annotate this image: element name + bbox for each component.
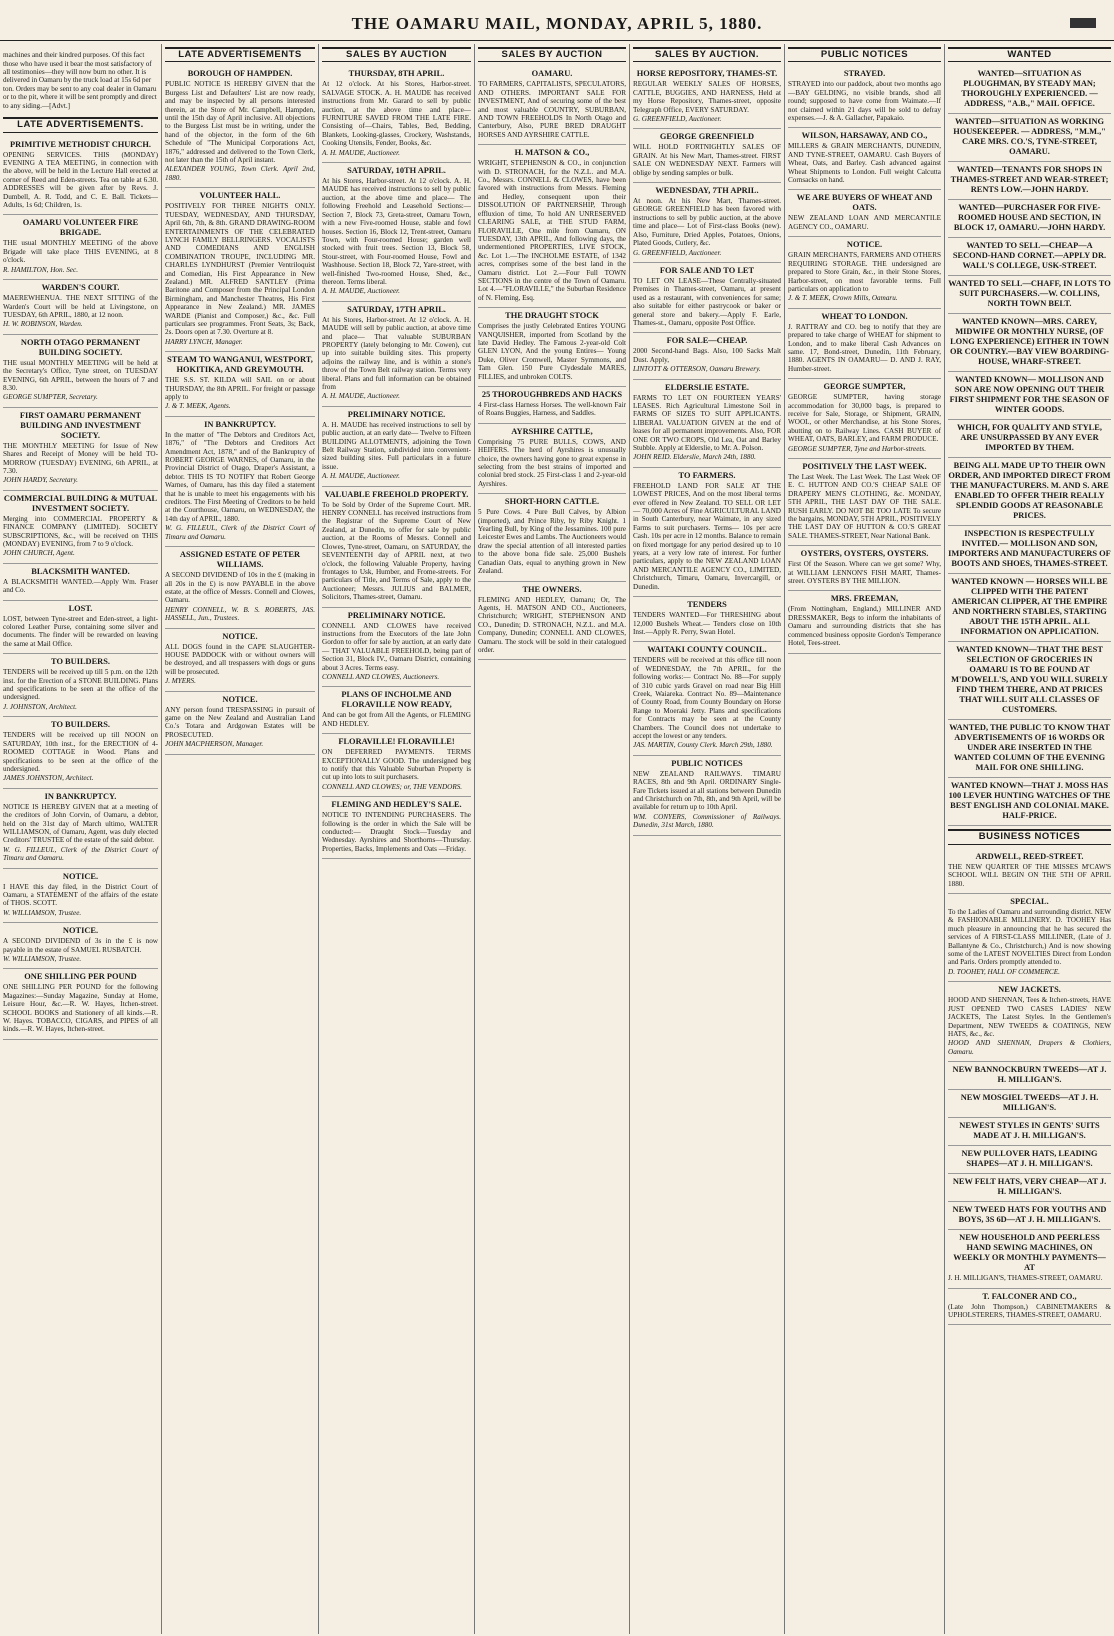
ad-body: ANY person found TRESPASSING in pursuit of game on the New Zealand and Australian Land Co.'s Totara and Ardgowan Estates will be PROSECUTED. xyxy=(165,705,315,739)
ad-title: OAMARU. xyxy=(531,69,573,79)
ad-title: THURSDAY, 8TH APRIL. xyxy=(348,69,445,79)
ad-title: WANTED TO SELL—CHAFF, IN LOTS TO SUIT PURCHASERS.—W. COLLINS, NORTH TOWN BELT. xyxy=(948,279,1111,309)
advertisement xyxy=(948,1174,1111,1202)
ad-title: NORTH OTAGO PERMANENT BUILDING SOCIETY. xyxy=(20,337,141,357)
advertisement xyxy=(322,302,471,407)
ad-body: PUBLIC NOTICE IS HEREBY GIVEN that the Burgess List and Defaulters' List are now ready, and may be inspected by all persons interested therein, at the Store of Mr. Campbell, Hampden, until the 15th day of April inclusive. All objections to the Burgess List must be in writing, under the hand of the objector, in the form of the 6th Schedule of "The Municipal Corporations Act, 1876," addressed and delivered to the Town Clerk, not later than the 15th of April instant. xyxy=(165,80,315,165)
ad-title: NEW MOSGIEL TWEEDS—AT J. H. MILLIGAN'S. xyxy=(960,1093,1099,1113)
advertisement xyxy=(788,459,941,546)
column-1 xyxy=(0,44,162,1634)
advertisement xyxy=(3,408,158,491)
advertisement xyxy=(633,66,781,129)
advertisement xyxy=(322,407,471,487)
ad-title: THE OWNERS. xyxy=(522,584,582,594)
advertisement xyxy=(633,183,781,263)
advertisement xyxy=(948,1118,1111,1146)
ad-body: In the matter of "The Debtors and Creditors Act, 1876," of "The Debtors and Creditors Act Amendment Act, 1878," and of the Bankruptcy of ROBERT GEORGE WARNES, of Oamaru, in the Provincial District of Otago, Draper's Assistant, a debtor. THIS IS TO NOTIFY that Robert George Warnes, of Oamaru, has this day filed a statement that he is unable to meet his engagements with his creditors. The First Meeting of Creditors to be held at the Courthouse, Oamaru, on WEDNESDAY, the 14th day of APRIL, 1880. xyxy=(165,430,315,523)
ad-title: COMMERCIAL BUILDING & MUTUAL INVESTMENT SOCIETY. xyxy=(3,493,158,513)
section-heading: SALES BY AUCTION xyxy=(322,47,471,62)
advertisement xyxy=(3,564,158,601)
ad-body: Comprising 75 PURE BULLS, COWS, AND HEIFERS. The herd of Ayrshires is unusually choice, the owners having gone to great expense in selecting from the best strains of imported and colonial bred stock. 25 First-class 1 and 2-year-old Ayrshires. xyxy=(478,437,626,488)
ad-body: POSITIVELY FOR THREE NIGHTS ONLY. TUESDAY, WEDNESDAY, AND THURSDAY, April 6th, 7th, & 8th. GRAND DRAWING-ROOM ENTERTAINMENTS OF THE CELEBRATED LYNCH FAMILY BELLRINGERS. VOCALISTS AND COMEDIANS AND ENGLISH COMBINATION TROUPE, INCLUDING MR. CHARLES LYNDHURST (Premier Ventriloquist and Comedian, His First Appearance in New Zealand.) MR. ALFRED SANTLEY (Prima Baritone and Composer from the Principal London Birmingham, and Manchester Theatres, His First Appearance in New Zealand.) MR. JAMES WARDE (Pianist and Composer,) &c., &c. Full particulars see programmes. Front Seats, 3s; Back, 2s. Doors open at 7.30. Overture at 8. xyxy=(165,202,315,337)
ad-title: NOTICE. xyxy=(222,631,258,641)
ad-signature: JAS. MARTIN, County Clerk. March 29th, 1880. xyxy=(633,741,773,750)
ad-title: NOTICE. xyxy=(846,240,883,250)
advertisement xyxy=(633,263,781,333)
ad-title: TO FARMERS. xyxy=(678,470,736,480)
ad-title: MRS. FREEMAN, xyxy=(830,594,899,604)
ad-title: HORSE REPOSITORY, THAMES-ST. xyxy=(636,69,778,79)
ad-title: PRELIMINARY NOTICE. xyxy=(347,610,446,620)
ad-body: TO LET ON LEASE—These Centrally-situated Premises in Thames-street, Oamaru, at present used as a restaurant, with conveniences for same; also suitable for either pastrycook or baker or general store and bakery.—Apply F. Earle, Thames-st., Oamaru, opposite Post Office. xyxy=(633,276,781,327)
ad-signature: J. MYERS. xyxy=(165,677,196,686)
ad-title: VALUABLE FREEHOLD PROPERTY. xyxy=(324,489,469,499)
ad-signature: W. G. FILLEUL, Clerk of the District Court of Timaru and Oamaru. xyxy=(3,845,158,863)
ad-title: WANTED—PURCHASER FOR FIVE-ROOMED HOUSE AND SECTION, IN BLOCK 17, OAMARU.—JOHN HARDY. xyxy=(953,203,1106,233)
advertisement xyxy=(478,145,626,308)
ad-signature: JOHN HARDY, Secretary. xyxy=(3,476,78,485)
advertisement xyxy=(478,424,626,494)
ad-title: WANTED KNOWN — HORSES WILL BE CLIPPED WITH THE PATENT AMERICAN CLIPPER, AT THE EMPIRE AND NORTHERN STABLES, STARTING ABOUT THE 15TH APRIL. ALL INFORMATION ON APPLICATION. xyxy=(951,577,1108,637)
advertisement xyxy=(633,380,781,468)
ad-title: OYSTERS, OYSTERS, OYSTERS. xyxy=(800,549,929,559)
advertisement xyxy=(948,982,1111,1062)
ad-body: A SECOND DIVIDEND of 10s in the £ (making in all 20s in the £) is now PAYABLE in the above estate, at the office of Messrs. Connell and Clowes, Oamaru. xyxy=(165,571,315,605)
ad-title: NEW BANNOCKBURN TWEEDS—AT J. H. MILLIGAN'S. xyxy=(952,1065,1107,1085)
masthead-title: THE OAMARU MAIL, MONDAY, APRIL 5, 1880. xyxy=(351,14,763,33)
ad-body: MAEREWHENUA. THE NEXT SITTING of the Warden's Court will be held at Livingstone, on TUESDAY, 6th APRIL, 1880, at 12 noon. xyxy=(3,294,158,319)
ad-signature: A. H. MAUDE, Auctioneer. xyxy=(322,287,400,296)
ad-body: REGULAR WEEKLY SALES OF HORSES, CATTLE, BUGGIES, AND HARNESS, Held at my Horse Repository, Thames-street, opposite Telegraph Office, EVERY SATURDAY. xyxy=(633,80,781,114)
column-3 xyxy=(319,44,475,1634)
ad-body: Merging into COMMERCIAL PROPERTY & FINANCE COMPANY (LIMITED). SOCIETY SUBSCRIPTIONS, &c., will be received on THIS (MONDAY) EVENING, from 7 to 9 o'clock. xyxy=(3,514,158,548)
ad-title: NEW TWEED HATS FOR YOUTHS AND BOYS, 3S 6D—AT J. H. MILLIGAN'S. xyxy=(952,1205,1107,1225)
ad-signature: J. & T. MEEK, Crown Mills, Oamaru. xyxy=(788,294,898,303)
ad-title: NOTICE. xyxy=(62,871,99,881)
advertisement xyxy=(948,1289,1111,1326)
ad-body: MILLERS & GRAIN MERCHANTS, DUNEDIN, AND TYNE-STREET, OAMARU. Cash Buyers of Wheat, Oats, and Barley. Cash advanced against Wheat Shipments to London. Full weight Calcutta Cornsacks on hand. xyxy=(788,142,941,185)
ad-title: SATURDAY, 10TH APRIL. xyxy=(347,166,446,176)
ad-body: STRAYED into our paddock, about two months ago—BAY GELDING, no visible brands, shod all round; supposed to have come from Waimate.—If not claimed within 21 days will be sold to defray expenses.—J. & A. Gallacher, Papakaio. xyxy=(788,80,941,123)
ad-title: THE DRAUGHT STOCK xyxy=(505,311,599,321)
ad-title: ONE SHILLING PER POUND xyxy=(24,972,137,982)
ad-title: NOTICE. xyxy=(222,694,258,704)
section-heading: SALES BY AUCTION. xyxy=(633,47,781,62)
ad-signature: W. WILLIAMSON, Trustee. xyxy=(3,908,82,917)
advertisement xyxy=(322,687,471,734)
ad-body: TENDERS WANTED—For THRESHING about 12,000 Bushels Wheat.— Tenders close on 10th Inst.—Apply R. Perry, Swan Hotel. xyxy=(633,611,781,636)
ad-title: WILSON, HARSAWAY, AND CO., xyxy=(801,131,928,141)
section-heading: WANTED xyxy=(948,47,1111,62)
ad-body: WILL HOLD FORTNIGHTLY SALES OF GRAIN. At his New Mart, Thames-street. FIRST SALE ON WEDNESDAY NEXT. Farmers will oblige by sending samples or bulk. xyxy=(633,143,781,177)
ad-signature: W. WILLIAMSON, Trustee. xyxy=(3,955,82,963)
advertisement xyxy=(633,468,781,597)
ad-title: 25 THOROUGHBREDS AND HACKS xyxy=(481,390,623,399)
ad-body: THE usual MONTHLY MEETING will be held at the Secretary's Office, Tyne street, on TUESDAY EVENING, 6th APRIL, between the hours of 7 and 8.30. xyxy=(3,358,158,392)
ad-signature: R. HAMILTON, Hon. Sec. xyxy=(3,265,78,274)
folio-mark xyxy=(1070,18,1096,28)
ad-title: WANTED—TENANTS FOR SHOPS IN THAMES-STREET AND WEAR-STREET; RENTS LOW.—JOHN HARDY. xyxy=(950,165,1109,195)
column-5 xyxy=(630,44,785,1634)
advertisement xyxy=(948,114,1111,162)
ad-body: At 12 o'clock. At his Stores, Harbor-street. SALVAGE STOCK. A. H. MAUDE has received instructions from Mr. Garard to sell by public auction, at the above time and place— FURNITURE SAVED FROM THE LATE FIRE. Consisting of—Chairs, Tables, Bed, Bedding, Blankets, Looking-glasses, Crockery, Washstands, Cooking Utensils, Fender, Books, &c. xyxy=(322,80,471,148)
ad-body: 5 Pure Cows. 4 Pure Bull Calves, by Albion (imported), and Prince Riby, by Riby Knight. 1 Yearling Bull, by King of the Jessamines. 100 pure Leicester Ewes and Lambs. The Auctioneers would draw the special attention of all interested parties to the above bona fide sale. 25,000 Bushels Canadian Oats, equal to anything grown in New Zealand. xyxy=(478,508,626,576)
advertisement xyxy=(788,591,941,653)
ad-title: NEW HOUSEHOLD AND PEERLESS HAND SEWING MACHINES, ON WEEKLY OR MONTHLY PAYMENTS—AT xyxy=(953,1233,1106,1273)
ad-signature: A. H. MAUDE, Auctioneer. xyxy=(322,472,400,481)
ad-title: WANTED KNOWN—THAT THE BEST SELECTION OF GROCERIES IN OAMARU IS TO BE FOUND AT M'DOWELL'S, AND YOU WILL SURELY FIND THEM THERE, AND AT PRICES THAT WILL SUIT ALL CLASSES OF CUSTOMERS. xyxy=(951,645,1108,715)
ad-title: BLACKSMITH WANTED. xyxy=(31,566,130,576)
advertisement xyxy=(165,66,315,188)
advertisement xyxy=(948,894,1111,982)
ad-body: THE MONTHLY MEETING for Issue of New Shares and Receipt of Money will be held TO-MORROW (TUESDAY) EVENING, 6th APRIL, at 7.30. xyxy=(3,441,158,475)
advertisement xyxy=(3,335,158,408)
advertisement xyxy=(322,66,471,163)
advertisement xyxy=(3,869,158,924)
ad-body: J. H. MILLIGAN'S, THAMES-STREET, OAMARU. xyxy=(948,1274,1103,1283)
section-heading: SALES BY AUCTION xyxy=(478,47,626,62)
advertisement xyxy=(165,547,315,628)
ad-signature: A. H. MAUDE, Auctioneer. xyxy=(322,392,400,401)
ad-title: NEW PULLOVER HATS, LEADING SHAPES—AT J. H. MILLIGAN'S. xyxy=(961,1149,1098,1169)
ad-title: WANTED—SITUATION AS PLOUGHMAN, BY STEADY MAN; THOROUGHLY EXPERIENCED. — ADDRESS, "A.B.," MAIL OFFICE. xyxy=(961,69,1098,109)
advertisement xyxy=(948,720,1111,778)
advertisement xyxy=(788,66,941,128)
advertisement xyxy=(948,1146,1111,1174)
advertisement xyxy=(788,309,941,379)
ad-title: FOR SALE AND TO LET xyxy=(659,265,755,275)
ad-title: FOR SALE—CHEAP. xyxy=(666,336,748,346)
ad-signature: J. & T. MEEK, Agents. xyxy=(165,402,231,411)
ad-body: To the Ladies of Oamaru and surrounding district. NEW & FASHIONABLE MILLINERY. D. TOOHEY Has much pleasure in announcing that he has secured the services of A FIRST-CLASS MILLINER, (Late of J. Ballantyne & Co., Christchurch,) And is now showing some of the LATEST NOVELTIES Direct from London and Paris. Orders promptly attended to. xyxy=(948,908,1111,967)
ad-body: Comprises the justly Celebrated Entires YOUNG VANQUISHER, imported from Scotland by the late David Hedley. The Famous 2-year-old Colt GLEN LYON, And the young Entires— Young Duke, Oliver Cromwell, Master Symmons, and Tam Glen. 150 Pure Clydesdale MARES, FILLIES, and unbroken COLTS. xyxy=(478,322,626,381)
columns xyxy=(0,44,1114,1634)
ad-title: NEW FELT HATS, VERY CHEAP—AT J. H. MILLIGAN'S. xyxy=(952,1177,1107,1197)
column-6 xyxy=(785,44,945,1634)
ad-title: OAMARU VOLUNTEER FIRE BRIGADE. xyxy=(22,218,139,238)
advertisement xyxy=(478,387,626,424)
ad-body: (Late John Thompson,) CABINETMAKERS & UPHOLSTERERS, THAMES-STREET, OAMARU. xyxy=(948,1302,1111,1319)
ad-body: At his Stores, Harbor-street. At 12 o'clock. A. H. MAUDE will sell by public auction, at above time and place— That valuable SUBURBAN PROPERTY (lately belonging to Mr. Cowen), cut up into suitable building sites. This property adjoins the railway line, and is within a stone's throw of the Town Belt railway station. Terms very liberal. Plans and full information can be obtained from xyxy=(322,315,471,391)
advertisement xyxy=(3,137,158,216)
advertisement xyxy=(948,238,1111,276)
ad-signature: HARRY LYNCH, Manager. xyxy=(165,337,243,346)
ad-title: TO BUILDERS. xyxy=(51,720,110,730)
advertisement xyxy=(788,379,941,459)
advertisement xyxy=(3,280,158,335)
ad-body: J. RATTRAY and CO. beg to notify that they are prepared to take charge of WHEAT for shipment to London, and to make liberal Cash Advances on same. 17, Bond-street, Dunedin, 11th February, 1880. AGENTS IN OAMARU— D. AND J. RAY, Humber-street. xyxy=(788,322,941,373)
ad-title: GEORGE SUMPTER, xyxy=(823,382,906,392)
advertisement xyxy=(165,352,315,417)
ad-body: THE usual MONTHLY MEETING of the above Brigade will take place THIS EVENING, at 8 o'clock. xyxy=(3,239,158,265)
ad-body: NEW ZEALAND LOAN AND MERCANTILE AGENCY CO., OAMARU. xyxy=(788,214,941,231)
ad-signature: ALEXANDER YOUNG, Town Clerk. April 2nd, 1880. xyxy=(165,165,315,182)
ad-title: H. MATSON & CO., xyxy=(514,148,590,158)
ad-title: WEDNESDAY, 7TH APRIL. xyxy=(655,186,759,196)
ad-body: A SECOND DIVIDEND of 3s in the £ is now payable in the estate of SAMUEL RUSBATCH. xyxy=(3,937,158,954)
ad-signature: H. W. ROBINSON, Warden. xyxy=(3,320,83,329)
ad-body: The Last Week. The Last Week. The Last Week OF E. C. HUTTON AND CO.'S CHEAP SALE OF DRAPERY MEN'S CLOTHING, &c. MONDAY, 5TH APRIL, THE LAST DAY OF THE SALE. RUSH EARLY. DO NOT BE TOO LATE To secure the bargains, MONDAY, 5TH APRIL, POSITIVELY THE LAST DAY OF HUTTON & CO.'S GREAT SALE. THAMES-STREET, Near National Bank. xyxy=(788,473,941,540)
advertisement xyxy=(478,582,626,661)
ad-body: At his Stores, Harbor-street. At 12 o'clock. A. H. MAUDE has received instructions to sell by public auction, at the above time and place— The following Freehold and Leasehold Sections:— Section 7, Block 73, Greta-street, Oamaru Town, with a new Five-roomed House, stable and fowl houses. Section 16, Block 12, Trent-street, Oamaru Town, with Four-roomed House; garden well stocked with fruit trees. Section 13, Block 58, Stour-street, with Four-roomed House, Fowl and Washhouse. Section 18, Block 72, Yare-street, with well-finished Two-roomed House, Shed, &c., thereon. Terms liberal. xyxy=(322,177,471,286)
ad-title: PLANS OF INCHOLME AND FLORAVILLE NOW READY, xyxy=(341,690,452,710)
ad-title: WAITAKI COUNTY COUNCIL. xyxy=(647,645,767,655)
ad-body: NEW ZEALAND RAILWAYS. TIMARU RACES, 8th and 9th April. ORDINARY Single-Fare Tickets issued at all stations between Dunedin and Christchurch on 7th, 8th, and 9th April, will be available for return up to 10th April. xyxy=(633,769,781,812)
column-2 xyxy=(162,44,319,1634)
advertisement xyxy=(633,597,781,642)
ad-title: FLEMING AND HEDLEY'S SALE. xyxy=(331,800,462,810)
ad-title: IN BANKRUPTCY. xyxy=(204,419,276,429)
column-4 xyxy=(475,44,630,1634)
ad-signature: HOOD AND SHENNAN, Drapers & Clothiers, Oamaru. xyxy=(948,1039,1111,1056)
ad-title: T. FALCONER AND CO., xyxy=(982,1291,1077,1301)
ad-title: BOROUGH OF HAMPDEN. xyxy=(187,69,293,79)
ad-signature: D. TOOHEY, HALL OF COMMERCE. xyxy=(948,967,1060,976)
advertisement xyxy=(3,215,158,280)
ad-title: LOST. xyxy=(68,603,93,613)
ad-body: WRIGHT, STEPHENSON & CO., in conjunction with D. STRONACH, for the N.Z.L. and M.A. Co., Messrs. CONNELL & CLOWES, have been favored with instructions from Messrs. Fleming and Hedley, consequent upon their DISSOLUTION OF PARTNERSHIP, Through effluxion of time, To hold AN UNRESERVED CLEARING SALE, at THE STUD FARM, FLORAVILLE, One mile from Oamaru, ON TUESDAY, 13th APRIL, And following days, the undermentioned PROPERTIES, LIVE STOCK, &c. Lot 1.—The INCHOLME ESTATE, of 1342 acres, comprises some of the best land in the Oamaru district. Lot 2.—Four Full TOWN SECTIONS in the centre of the Town of Oamaru. Lot 4.—"FLORAVILLE," the Suburban Residence of N. Fleming, Esq. xyxy=(478,159,626,302)
advertisement xyxy=(948,1090,1111,1118)
ad-body: I HAVE this day filed, in the District Court of Oamaru, a STATEMENT of the affairs of the estate of THOS. SCOTT. xyxy=(3,882,158,908)
ad-title: FIRST OAMARU PERMANENT BUILDING AND INVESTMENT SOCIETY. xyxy=(19,410,142,440)
advertisement xyxy=(948,574,1111,642)
ad-signature: G. GREENFIELD, Auctioneer. xyxy=(633,115,722,124)
advertisement xyxy=(788,237,941,308)
section-heading: LATE ADVERTISEMENTS xyxy=(165,47,315,62)
advertisement xyxy=(948,526,1111,574)
advertisement xyxy=(788,546,941,591)
advertisement xyxy=(478,494,626,581)
ad-title: SATURDAY, 17TH APRIL. xyxy=(347,304,446,314)
advertisement xyxy=(478,308,626,387)
ad-body: TENDERS will be received up till NOON on SATURDAY, 10th inst., for the ERECTION of 4-ROOMED COTTAGE in Wood. Plans and specifications to be seen at the office of the undersigned. xyxy=(3,731,158,773)
advertisement xyxy=(948,66,1111,114)
ad-title: ELDERSLIE ESTATE. xyxy=(665,382,749,392)
ad-title: SHORT-HORN CATTLE. xyxy=(504,497,600,507)
advertisement xyxy=(3,601,158,655)
ad-signature: GEORGE SUMPTER, Tyne and Harbor-streets. xyxy=(788,444,926,453)
advertisement xyxy=(633,129,781,183)
ad-body: HOOD AND SHENNAN, Tees & Itchen-streets, HAVE JUST OPENED TWO CASES LADIES' NEW JACKETS, The Latest Styles. In the Gentlemen's Department, NEW TWEEDS & COATINGS, NEW HATS, &c., &c. xyxy=(948,996,1111,1038)
advertisement xyxy=(788,190,941,237)
ad-body: To be Sold by Order of the Supreme Court. MR. HENRY CONNELL has received instructions from the Registrar of the Supreme Court of New Zealand, at Dunedin, to offer for sale by public auction, at the Rooms of Messrs. Connell and Clowes, Tyne-street, Oamaru, on SATURDAY, the SEVENTEENTH day of APRIL next, at two o'clock, the following Valuable Property, having frontages to Usk, Humber, and Frome-streets. For particulars of Title, and Terms of Sale, apply to the Auctioneer; Messrs. JULIUS and BALMER, Solicitors, Thames-street, Oamaru. xyxy=(322,500,471,602)
ad-title: ASSIGNED ESTATE OF PETER WILLIAMS. xyxy=(179,550,301,570)
ad-title: INSPECTION IS RESPECTFULLY INVITED.— MOLLISON AND SON, IMPORTERS AND MANUFACTURERS OF BOOTS AND SHOES, THAMES-STREET. xyxy=(948,529,1111,569)
advertisement xyxy=(948,276,1111,314)
ad-signature: CONNELL AND CLOWES, Auctioneers. xyxy=(322,672,440,681)
ad-title: WANTED—SITUATION AS WORKING HOUSEKEEPER. — ADDRESS, "M.M.," CARE MRS. CO.'S, TYNE-STREET, OAMARU. xyxy=(953,117,1106,157)
ad-body: GEORGE SUMPTER, having storage accommodation for 30,000 bags, is prepared to receive for Sale, Storage, or Shipment, GRAIN, WOOL, or other Merchandise, at his Stone Stores, abutting on to Railway Lines. CASH BUYER of WHEAT, OATS, BARLEY, and FARM PRODUCE. xyxy=(788,393,941,444)
ad-title: TO BUILDERS. xyxy=(51,657,110,667)
advertisement xyxy=(3,969,158,1039)
section-heading: PUBLIC NOTICES xyxy=(788,47,941,62)
ad-title: NOTICE. xyxy=(62,926,99,936)
ad-body: (From Nottingham, England,) MILLINER AND DRESSMAKER, Begs to inform the inhabitants of Oamaru and surrounding districts that she has commenced business opposite Gordon's Temperance Hotel, Tees-street. xyxy=(788,605,941,648)
advertisement xyxy=(3,491,158,564)
advertisement xyxy=(3,654,158,717)
ad-signature: HENRY CONNELL, W. B. S. ROBERTS, JAS. HASSELL, Jun., Trustees. xyxy=(165,605,315,623)
advertisement xyxy=(948,1062,1111,1090)
ad-body: NOTICE IS HEREBY GIVEN that at a meeting of the creditors of John Corvin, of Oamaru, a debtor, held on the 31st day of March ultimo, WALTER WILLIAMSON, of Oamaru, Agent, was duly elected Creditors' TRUSTEE of the estate of the said debtor. xyxy=(3,802,158,845)
ad-signature: J. JOHNSTON, Architect. xyxy=(3,702,77,711)
advertisement xyxy=(948,1202,1111,1230)
ad-body: TO FARMERS, CAPITALISTS, SPECULATORS, AND OTHERS. IMPORTANT SALE FOR INVESTMENT, And of securing some of the best and most valuable COUNTRY, SUBURBAN, AND TOWN FREEHOLDS In North Otago and Canterbury, Also, PURE BRED DRAUGHT HORSES AND AYRSHIRE CATTLE. xyxy=(478,80,626,139)
ad-title: GEORGE GREENFIELD xyxy=(659,132,755,142)
ad-title: WANTED, THE PUBLIC TO KNOW THAT ADVERTISEMENTS OF 16 WORDS OR UNDER ARE INSERTED IN THE WANTED COLUMN OF THE EVENING MAIL FOR ONE SHILLING. xyxy=(949,723,1110,773)
ad-body: THE NEW QUARTER OF THE MISSES M'CAW'S SCHOOL WILL BEGIN ON THE 5TH OF APRIL 1880. xyxy=(948,862,1111,888)
ad-signature: JOHN CHURCH, Agent. xyxy=(3,549,75,558)
advertisement xyxy=(165,417,315,547)
advertisement xyxy=(633,333,781,379)
ad-signature: CONNELL AND CLOWES; or, THE VENDORS. xyxy=(322,782,463,791)
ad-title: WANTED KNOWN— MOLLISON AND SON ARE NOW OPENING OUT THEIR FIRST SHIPMENT FOR THE SEASON OF WINTER GOODS. xyxy=(949,375,1110,415)
ad-title: WHEAT TO LONDON. xyxy=(821,311,908,321)
ad-body: A BLACKSMITH WANTED.—Apply Wm. Fraser and Co. xyxy=(3,577,158,595)
ad-body: TENDERS will be received at this office till noon of WEDNESDAY, the 7th APRIL, for the following works:— Contract No. 88—For supply of 310 cubic yards Gravel on road near Big Hill Creek, Waiareka. Contract No. 89—Maintenance of County Road, from County Boundary on Horse Range to Moeraki Jetty. Plans and specifications for Contracts may be seen at the County Chambers. The Council does not undertake to accept the lowest or any tenders. xyxy=(633,656,781,740)
ad-signature: JOHN MACPHERSON, Manager. xyxy=(165,740,264,749)
ad-title: PRELIMINARY NOTICE. xyxy=(347,409,446,419)
ad-title: WANTED KNOWN—THAT J. MOSS HAS 100 LEVER HUNTING WATCHES OF THE BEST ENGLISH AND COLONIAL MAKE. HALF-PRICE. xyxy=(948,781,1111,821)
advertisement xyxy=(165,188,315,352)
ad-title: BEING ALL MADE UP TO THEIR OWN ORDER, AND IMPORTED DIRECT FROM THE MANUFACTURERS. M. AND S. ARE ENABLED TO OFFER THEIR REALLY SPLENDID GOODS AT REASONABLE PRICES. xyxy=(948,461,1111,521)
ad-body: 4 First-class Harness Horses. The well-known Fair of Roans Buggies, Harness, and Saddles. xyxy=(478,401,626,418)
ad-body: At noon. At his New Mart, Thames-street. GEORGE GREENFIELD has been favored with instructions to sell by public auction, at the above time and place— Lot of First-class Books (new). Also, Furniture, Dried Apples, Potatoes, Onions, Plated Goods, Cutlery, &c. xyxy=(633,197,781,248)
section-heading: LATE ADVERTISEMENTS. xyxy=(3,117,158,132)
ad-signature: WM. CONYERS, Commissioner of Railways. Dunedin, 31st March, 1880. xyxy=(633,812,781,830)
ad-title: SPECIAL. xyxy=(1010,897,1049,907)
advertisement xyxy=(948,642,1111,720)
ad-title: WANTED KNOWN—MRS. CAREY, MIDWIFE OR MONTHLY NURSE, (OF LONG EXPERIENCE) EITHER IN TOWN OR COUNTRY.—BAY VIEW BOARDING-HOUSE, WHARF-STREET. xyxy=(949,317,1109,367)
advertisement xyxy=(948,849,1111,894)
masthead xyxy=(0,0,1114,41)
ad-title: NEWEST STYLES IN GENTS' SUITS MADE AT J. H. MILLIGAN'S. xyxy=(959,1121,1100,1141)
ad-body: ON DEFERRED PAYMENTS. TERMS EXCEPTIONALLY GOOD. The undersigned beg to notify that this Valuable Suburban Property is cut up into lots to suit purchasers. xyxy=(322,748,471,782)
ad-body: OPENING SERVICES. THIS (MONDAY) EVENING A TEA MEETING, in connection with the above, will be held in the Lecture Hall erected at corner of Reed and Eden-streets. Tea on table at 6.30. ADDRESSES will be given after by Revs. J. Dumbell, A. R. Todd, and C. E. Ball. Tickets—Adults, 1s 6d; Children, 1s. xyxy=(3,150,158,210)
advertisement xyxy=(788,128,941,190)
ad-signature: LINTOTT & OTTERSON, Oamaru Brewery. xyxy=(633,365,761,374)
intro-text: machines and their kindred purposes. Of this fact those who have used it bear the most satisfactory of all testimonies—they will now burn no other. It is delivered in Oamaru by the truck load at 15s 6d per ton. Orders may be sent to any coal dealer in Oamaru or to the pit, where it will be sent promptly and direct to any siding.—[Advt.] xyxy=(3,51,157,110)
advertisement xyxy=(948,1230,1111,1288)
advertisement xyxy=(3,789,158,869)
ad-title: ARDWELL, REED-STREET. xyxy=(975,851,1084,861)
ad-title: STRAYED. xyxy=(843,69,886,79)
ad-title: WE ARE BUYERS OF WHEAT AND OATS. xyxy=(796,193,933,213)
ad-title: WARDEN'S COURT. xyxy=(41,283,120,293)
ad-title: PRIMITIVE METHODIST CHURCH. xyxy=(9,139,152,149)
ad-title: FLORAVILLE! FLORAVILLE! xyxy=(338,737,455,747)
ad-body: THE S.S. ST. KILDA will SAIL on or about THURSDAY, the 8th APRIL. For freight or passage apply to xyxy=(165,376,315,401)
ad-body: FREEHOLD LAND FOR SALE AT THE LOWEST PRICES, And on the most liberal terms ever offered in New Zealand. TO SELL OR LET— 70,000 Acres of Fine AGRICULTURAL LAND in South Canterbury, near Waimate, in any sized Farms to suit purchasers. Terms— 10s per acre Cash. 10s per acre in 12 months. Balance to remain on fixed mortgage for any period desired up to 10 years, at a very low rate of interest. For further particulars, apply to the NEW ZEALAND LOAN AND MERCANTILE AGENCY CO., LIMITED, Christchurch, Timaru, Oamaru, Invercargill, or Dunedin. xyxy=(633,481,781,591)
advertisement xyxy=(3,717,158,788)
section-heading-2: BUSINESS NOTICES xyxy=(948,829,1111,844)
ad-title: WANTED TO SELL—CHEAP—A SECOND-HAND CORNET.—APPLY DR. WALL'S COLLEGE, USK-STREET. xyxy=(952,241,1107,271)
ad-body: First Of the Season. Where can we get some? Why, at WILLIAM LENNON'S FISH MART, Thames-street. OYSTERS BY THE MILLION. xyxy=(788,560,941,586)
ad-title: STEAM TO WANGANUI, WESTPORT, HOKITIKA, AND GREYMOUTH. xyxy=(167,355,313,375)
ad-title: VOLUNTEER HALL. xyxy=(199,191,281,201)
advertisement xyxy=(948,162,1111,200)
advertisement xyxy=(948,372,1111,420)
advertisement xyxy=(165,692,315,755)
advertisement xyxy=(322,487,471,608)
advertisement xyxy=(322,734,471,797)
ad-title: NEW JACKETS. xyxy=(998,985,1061,995)
ad-title: TENDERS xyxy=(687,600,727,610)
ad-body: TENDERS will be received up till 5 p.m. on the 12th inst. for the Erection of a STONE BUILDING. Plans and specifications to be seen at the office of the undersigned. xyxy=(3,668,158,702)
advertisement xyxy=(165,629,315,692)
ad-body: GRAIN MERCHANTS, FARMERS AND OTHERS REQUIRING STORAGE. THE undersigned are prepared to Store Grain, &c., in their Stone Stores, Harbor-street, on most favorable terms. Full particulars on application to xyxy=(788,251,941,293)
advertisement xyxy=(948,314,1111,372)
advertisement xyxy=(478,66,626,145)
advertisement xyxy=(322,163,471,302)
ad-body: And can be got from All the Agents, or FLEMING AND HEDLEY. xyxy=(322,711,471,728)
ad-body: 2000 Second-hand Bags. Also, 100 Sacks Malt Dust. Apply, xyxy=(633,347,781,364)
ad-signature: G. GREENFIELD, Auctioneer. xyxy=(633,248,722,257)
ad-title: PUBLIC NOTICES xyxy=(671,758,743,768)
advertisement xyxy=(948,420,1111,458)
ad-body: NOTICE TO INTENDING PURCHASERS. The following is the order in which the Sale will be conducted:— Draught Stock—Tuesday and Wednesday. Ayrshires and Shorthorns—Thursday. Properties, Backs, Implements and Oats —Friday. xyxy=(322,811,471,853)
ad-signature: JOHN REID. Elderslie, March 24th, 1880. xyxy=(633,453,756,462)
ad-body: CONNELL AND CLOWES have received instructions from the Executors of the late John Gordon to offer for sale by auction, at an early date— THAT VALUABLE FREEHOLD, being part of Section 31, Block IV., Oamaru District, containing about 3 Acres. Terms easy. xyxy=(322,621,471,672)
ad-body: ALL DOGS found in the CAPE SLAUGHTER-HOUSE PADDOCK with or without owners will be destroyed, and all trespassers with dogs or guns will be prosecuted. xyxy=(165,642,315,676)
advertisement xyxy=(322,608,471,688)
ad-body: FLEMING AND HEDLEY, Oamaru; Or, The Agents, H. MATSON AND CO., Auctioneers, Christchurch; WRIGHT, STEPHENSON AND CO., Dunedin; D. STRONACH, N.Z.L. and M.A. Company, Dunedin; CONNELL AND CLOWES, Oamaru. The stock will be sold in their catalogued order. xyxy=(478,595,626,654)
advertisement xyxy=(948,200,1111,238)
ad-signature: A. H. MAUDE, Auctioneer. xyxy=(322,148,400,157)
ad-signature: JAMES JOHNSTON, Architect. xyxy=(3,774,94,783)
ad-title: IN BANKRUPTCY. xyxy=(44,791,117,801)
ad-body: LOST, between Tyne-street and Eden-street, a light-colored Leather Purse, containing some silver and documents. The finder will be rewarded on leaving the same at Mail Office. xyxy=(3,614,158,648)
ad-body: A. H. MAUDE has received instructions to sell by public auction, at an early date— Twelve to Fifteen BUILDING ALLOTMENTS, adjoining the Town Belt Railway Station, subdivided into convenient-sized building sites. Full particulars in a future issue. xyxy=(322,420,471,471)
ad-title: WHICH, FOR QUALITY AND STYLE, ARE UNSURPASSED BY ANY EVER IMPORTED BY THEM. xyxy=(957,423,1102,453)
ad-signature: GEORGE SUMPTER, Secretary. xyxy=(3,393,98,402)
ad-signature: W. G. FILLEUL, Clerk of the District Court of Timaru and Oamaru. xyxy=(165,524,315,541)
column-7 xyxy=(945,44,1114,1634)
advertisement xyxy=(948,458,1111,526)
advertisement xyxy=(633,642,781,755)
ad-title: POSITIVELY THE LAST WEEK. xyxy=(802,462,927,471)
advertisement xyxy=(948,778,1111,826)
ad-title: AYRSHIRE CATTLE, xyxy=(511,426,593,436)
advertisement xyxy=(633,756,781,836)
advertisement xyxy=(322,797,471,859)
ad-body: ONE SHILLING PER POUND for the following Magazines:—Sunday Magazine, Sunday at Home, Leisure Hour, &c.—R. W. Hayes, Itchen-street. SCHOOL BOOKS and Stationery of all kinds.—R. W. Hayes. TOBACCO, CIGARS, and PIPES of all kinds.—R. W. Hayes, Itchen-street. xyxy=(3,983,158,1034)
advertisement xyxy=(3,923,158,969)
ad-body: FARMS TO LET ON FOURTEEN YEARS' LEASES. Rich Agricultural Limestone Soil in FARMS OF SIZES TO SUIT APPLICANTS. LIBERAL VALUATION GIVEN at the end of leases for all permanent improvements. Also, FOR ONE OR TWO CROPS, Old Lea, Oat and Barley Stubble. Apply at Elderslie, to Mr. A. Polson. xyxy=(633,393,781,452)
